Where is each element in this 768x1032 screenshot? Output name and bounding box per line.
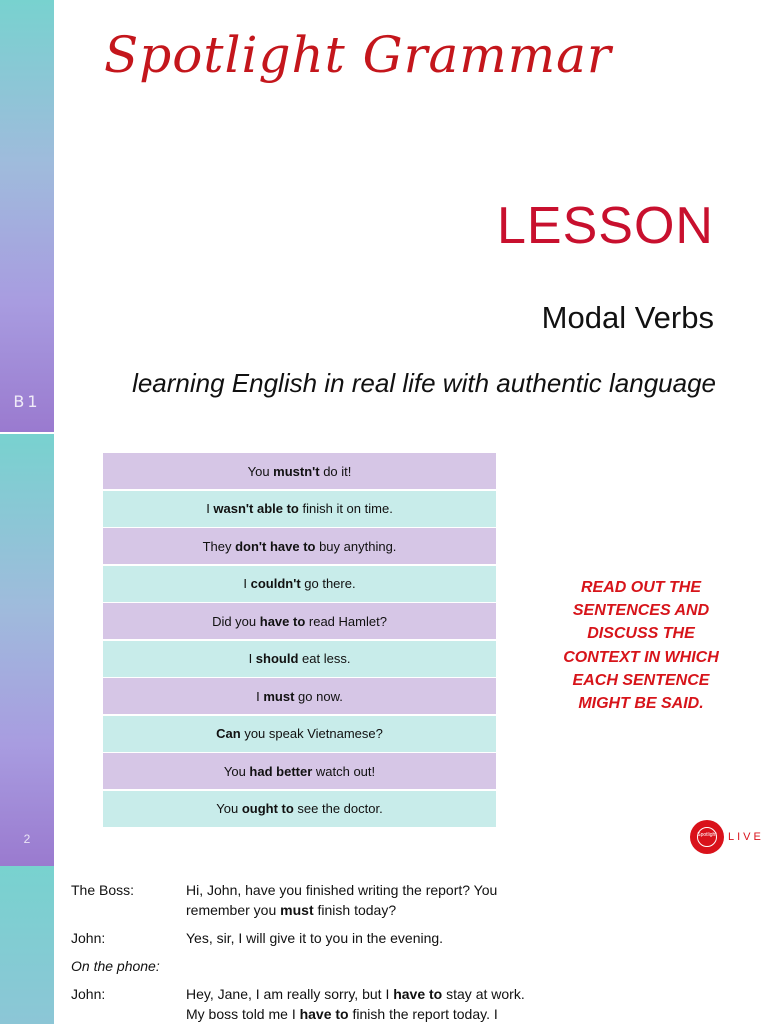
- logo-text: LIVE: [728, 831, 764, 843]
- dialog-line: [71, 984, 541, 1024]
- sentence-row: [103, 491, 496, 527]
- sentence-row: [103, 528, 496, 564]
- dialog-line: [71, 956, 541, 976]
- dialog-line: [71, 880, 541, 920]
- sentence-row: [103, 678, 496, 714]
- sentence-text: I must go now.: [256, 688, 343, 704]
- dialog-text: Hey, Jane, I am really sorry, but I have to stay at work. My boss told me I have to finish the report today. I: [186, 986, 525, 1022]
- speaker-label: John:: [71, 986, 106, 1002]
- dialog-text: Yes, sir, I will give it to you in the evening.: [186, 930, 444, 946]
- sidebar-slide-2: [0, 866, 54, 1024]
- sentence-text: You ought to see the doctor.: [216, 801, 383, 816]
- sentence-row: [103, 566, 496, 602]
- instruction-text: READ OUT THE SENTENCES AND DISCUSS THE CONTEXT IN WHICH EACH SENTENCE MIGHT BE SAID.: [563, 579, 719, 713]
- sentence-row: [103, 453, 496, 489]
- sidebar-top: [0, 0, 54, 432]
- brand-title: Spotlight Grammar: [104, 26, 612, 84]
- dialog: [71, 880, 541, 1032]
- speaker-label: The Boss:: [71, 882, 135, 898]
- slide-2: [0, 866, 768, 1024]
- dialog-line: [71, 928, 541, 948]
- page-number: 2: [23, 832, 31, 846]
- sentence-row: [103, 603, 496, 639]
- sentence-table: [103, 453, 496, 828]
- sentence-text: Can you speak Vietnamese?: [216, 726, 383, 741]
- speaker-label: John:: [71, 930, 106, 946]
- sentence-text: They don't have to buy anything.: [202, 538, 397, 554]
- logo-mini-text: Spotlight: [697, 832, 717, 838]
- level-label: B1: [13, 392, 41, 411]
- sentence-text: You mustn't do it!: [247, 463, 352, 479]
- sentence-text: You had better watch out!: [223, 763, 376, 779]
- sentence-row: [103, 641, 496, 677]
- live-logo-icon: [690, 820, 724, 854]
- live-logo: [690, 820, 764, 854]
- dialog-text: Hi, John, have you finished writing the report? You remember you must finish today?: [186, 882, 498, 918]
- sentence-text: I couldn't go there.: [243, 576, 356, 591]
- sentence-row: [103, 791, 496, 827]
- sentence-row: [103, 716, 496, 752]
- sentence-text: Did you have to read Hamlet?: [212, 613, 387, 629]
- sentence-row: [103, 753, 496, 789]
- scene-label: On the phone:: [71, 958, 160, 974]
- sentence-text: I should eat less.: [248, 651, 351, 666]
- sidebar-bottom: [0, 434, 54, 866]
- topic-subtitle: Modal Verbs: [541, 300, 714, 335]
- sentence-text: I wasn't able to finish it on time.: [206, 501, 393, 516]
- tagline: learning English in real life with authentic language: [132, 368, 716, 398]
- lesson-heading: LESSON: [497, 197, 714, 255]
